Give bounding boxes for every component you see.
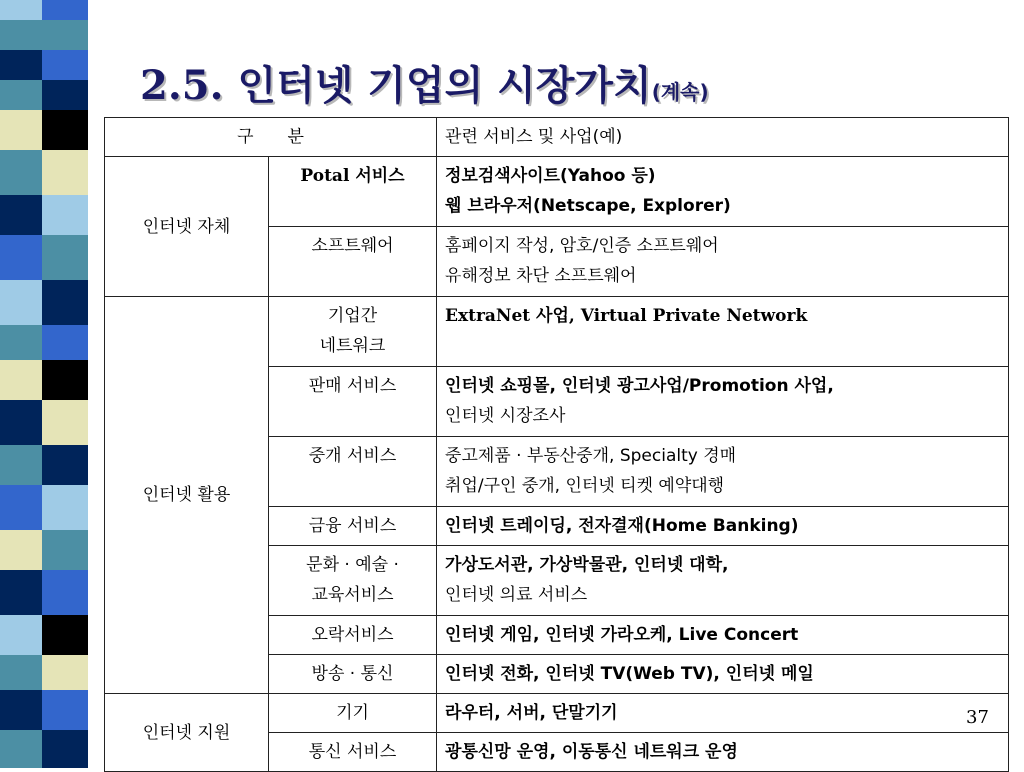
services-cell — [437, 546, 1009, 616]
subcategory-line: 문화 · 예술 · — [306, 555, 399, 575]
stripe-block — [0, 0, 42, 20]
service-line: 가상도서관, 가상박물관, 인터넷 대학, — [445, 555, 729, 575]
header-services-label: 관련 서비스 및 사업(예) — [445, 127, 623, 147]
stripe-block — [0, 485, 42, 530]
subcategory — [269, 157, 437, 227]
table-row — [105, 694, 1009, 733]
services-cell — [437, 157, 1009, 227]
stripe-block — [0, 20, 42, 50]
table-header-row — [105, 118, 1009, 157]
category-internet-use: 인터넷 활용 — [105, 297, 269, 694]
service-line: 광통신망 운영, 이동통신 네트워크 운영 — [445, 742, 738, 762]
service-line: ExtraNet 사업, Virtual Private Network — [445, 306, 808, 326]
service-line: 유해정보 차단 소프트웨어 — [445, 266, 637, 286]
stripe-block — [0, 235, 42, 280]
category-internet-support: 인터넷 지원 — [105, 694, 269, 772]
table-row — [105, 157, 1009, 227]
stripe-block — [0, 400, 42, 445]
stripe-block — [42, 195, 88, 235]
stripe-block — [42, 80, 88, 110]
stripe-block — [42, 655, 88, 690]
subcategory: 중개 서비스 — [269, 437, 437, 507]
service-line: 인터넷 쇼핑몰, 인터넷 광고사업/Promotion 사업, — [445, 376, 834, 396]
stripe-block — [42, 20, 88, 50]
service-line: 인터넷 게임, 인터넷 가라오케, Live Concert — [445, 625, 799, 645]
header-category: 구 분 — [105, 118, 437, 157]
stripe-block — [42, 570, 88, 615]
subcategory-line: 기업간 — [327, 306, 378, 326]
subcategory: 판매 서비스 — [269, 367, 437, 437]
stripe-block — [0, 280, 42, 325]
page-number: 37 — [966, 707, 989, 728]
stripe-block — [42, 360, 88, 400]
service-line: 인터넷 시장조사 — [445, 406, 566, 426]
services-table — [104, 117, 1009, 772]
services-cell — [437, 655, 1009, 694]
service-line: 취업/구인 중개, 인터넷 티켓 예약대행 — [445, 476, 725, 496]
stripe-block — [42, 690, 88, 730]
stripe-block — [0, 195, 42, 235]
stripe-block — [42, 445, 88, 485]
stripe-block — [42, 325, 88, 360]
stripe-block — [42, 400, 88, 445]
title-sub: (계속) — [651, 80, 709, 104]
stripe-block — [0, 50, 42, 80]
service-line: 인터넷 의료 서비스 — [445, 585, 588, 605]
service-line: 인터넷 트레이딩, 전자결재(Home Banking) — [445, 516, 799, 536]
subcategory-line: 교육서비스 — [311, 585, 394, 605]
services-cell — [437, 694, 1009, 733]
subcategory — [269, 546, 437, 616]
services-cell — [437, 367, 1009, 437]
subcategory-line: 네트워크 — [319, 336, 386, 356]
subcategory: 방송 · 통신 — [269, 655, 437, 694]
subcategory: 오락서비스 — [269, 616, 437, 655]
stripe-block — [0, 730, 42, 768]
service-line: 홈페이지 작성, 암호/인증 소프트웨어 — [445, 236, 719, 256]
stripe-block — [42, 280, 88, 325]
service-line: 중고제품 · 부동산중개, Specialty 경매 — [445, 446, 737, 466]
services-cell — [437, 297, 1009, 367]
subcategory: 기기 — [269, 694, 437, 733]
header-services — [437, 118, 1009, 157]
subcategory: 금융 서비스 — [269, 507, 437, 546]
stripe-block — [42, 530, 88, 570]
stripe-block — [42, 615, 88, 655]
stripe-block — [0, 690, 42, 730]
stripe-block — [42, 235, 88, 280]
services-cell — [437, 437, 1009, 507]
stripe-column-left — [0, 0, 42, 768]
service-line: 웹 브라우저(Netscape, Explorer) — [445, 196, 731, 216]
stripe-block — [0, 360, 42, 400]
stripe-block — [42, 50, 88, 80]
stripe-block — [0, 530, 42, 570]
services-cell — [437, 733, 1009, 772]
stripe-block — [42, 150, 88, 195]
category-internet-itself: 인터넷 자체 — [105, 157, 269, 297]
stripe-block — [0, 80, 42, 110]
stripe-block — [0, 615, 42, 655]
stripe-block — [0, 110, 42, 150]
stripe-block — [0, 655, 42, 690]
stripe-block — [0, 150, 42, 195]
title-number: 2.5. — [140, 62, 224, 109]
subcategory: 소프트웨어 — [269, 227, 437, 297]
services-cell — [437, 507, 1009, 546]
subcategory — [269, 297, 437, 367]
decorative-stripe — [0, 0, 100, 768]
stripe-block — [42, 110, 88, 150]
title-main: 인터넷 기업의 시장가치 — [223, 63, 652, 109]
stripe-block — [0, 325, 42, 360]
services-cell — [437, 616, 1009, 655]
service-line: 인터넷 전화, 인터넷 TV(Web TV), 인터넷 메일 — [445, 664, 814, 684]
slide-title — [140, 54, 709, 114]
table-row — [105, 297, 1009, 367]
services-cell — [437, 227, 1009, 297]
stripe-block — [42, 0, 88, 20]
subcategory-label: Potal 서비스 — [300, 166, 405, 186]
stripe-block — [0, 570, 42, 615]
subcategory: 통신 서비스 — [269, 733, 437, 772]
service-line: 라우터, 서버, 단말기기 — [445, 703, 618, 723]
service-line: 정보검색사이트(Yahoo 등) — [445, 166, 656, 186]
stripe-block — [42, 730, 88, 768]
stripe-column-right — [42, 0, 88, 768]
stripe-block — [42, 485, 88, 530]
stripe-block — [0, 445, 42, 485]
